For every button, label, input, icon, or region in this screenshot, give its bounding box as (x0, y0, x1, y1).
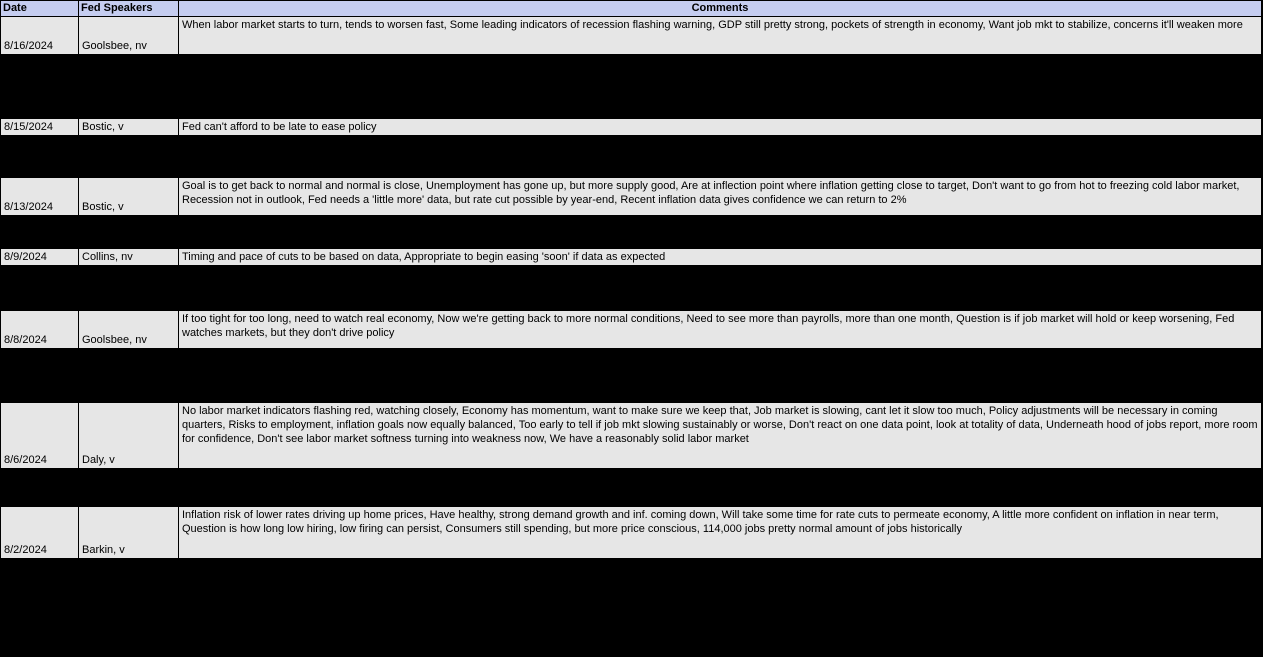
table-row[interactable] (1, 119, 1262, 136)
cell-comments[interactable]: When labor market starts to turn, tends to worsen fast, Some leading indicators of recession flashing warning, GDP still pretty strong, pockets of strength in economy, Want job mkt to stabilize, concerns it'll weaken more (179, 17, 1262, 55)
cell-speaker[interactable]: Daly, v (79, 403, 179, 469)
table-row[interactable] (1, 311, 1262, 349)
header-row (1, 1, 1262, 17)
empty-row (1, 349, 1262, 403)
empty-row (1, 55, 1262, 119)
empty-cell (1, 469, 1262, 507)
cell-speaker[interactable]: Collins, nv (79, 249, 179, 266)
cell-date[interactable]: 8/6/2024 (1, 403, 79, 469)
cell-comments[interactable]: No labor market indicators flashing red, watching closely, Economy has momentum, want to make sure we keep that, Job market is slowing, cant let it slow too much, Policy adjustments will be necessary in coming quarters, Risks to employment, inflation goals now equally balanced, Too early to tell if job mkt slowing sustainably or worse, Don't react on one data point, look at totality of data, Underneath hood of jobs report, more room for confidence, Don't see labor market softness turning into weakness now, We have a reasonably solid labor market (179, 403, 1262, 469)
cell-speaker[interactable]: Goolsbee, nv (79, 17, 179, 55)
empty-row (1, 469, 1262, 507)
column-header-date: Date (1, 1, 79, 17)
cell-comments[interactable]: Timing and pace of cuts to be based on data, Appropriate to begin easing 'soon' if data as expected (179, 249, 1262, 266)
table-body (1, 17, 1262, 559)
empty-cell (1, 136, 1262, 178)
empty-cell (1, 216, 1262, 249)
cell-date[interactable]: 8/15/2024 (1, 119, 79, 136)
table-row[interactable] (1, 17, 1262, 55)
empty-row (1, 216, 1262, 249)
cell-speaker[interactable]: Bostic, v (79, 178, 179, 216)
column-header-speaker: Fed Speakers (79, 1, 179, 17)
table-row[interactable] (1, 507, 1262, 559)
cell-speaker[interactable]: Barkin, v (79, 507, 179, 559)
empty-row (1, 136, 1262, 178)
table-row[interactable] (1, 403, 1262, 469)
cell-speaker[interactable]: Bostic, v (79, 119, 179, 136)
cell-comments[interactable]: If too tight for too long, need to watch real economy, Now we're getting back to more normal conditions, Need to see more than payrolls, more than one month, Question is if job market will hold or keep worsening, Fed watches markets, but they don't drive policy (179, 311, 1262, 349)
empty-cell (1, 266, 1262, 311)
cell-comments[interactable]: Inflation risk of lower rates driving up home prices, Have healthy, strong demand growth and inf. coming down, Will take some time for rate cuts to permeate economy, A little more confident on inflation in near term, Question is how long low hiring, low firing can persist, Consumers still spending, but more price conscious, 114,000 jobs pretty normal amount of jobs historically (179, 507, 1262, 559)
cell-comments[interactable]: Fed can't afford to be late to ease policy (179, 119, 1262, 136)
table-row[interactable] (1, 178, 1262, 216)
cell-date[interactable]: 8/16/2024 (1, 17, 79, 55)
table-row[interactable] (1, 249, 1262, 266)
cell-date[interactable]: 8/9/2024 (1, 249, 79, 266)
empty-cell (1, 349, 1262, 403)
cell-comments[interactable]: Goal is to get back to normal and normal is close, Unemployment has gone up, but more supply good, Are at inflection point where inflation getting close to target, Don't want to go from hot to freezing cold labor market, Recession not in outlook, Fed needs a 'little more' data, but rate cut possible by year-end, Recent inflation data gives confidence we can return to 2% (179, 178, 1262, 216)
cell-date[interactable]: 8/13/2024 (1, 178, 79, 216)
empty-row (1, 266, 1262, 311)
cell-date[interactable]: 8/2/2024 (1, 507, 79, 559)
table-header (1, 1, 1262, 17)
column-header-comments: Comments (179, 1, 1262, 17)
empty-cell (1, 55, 1262, 119)
cell-date[interactable]: 8/8/2024 (1, 311, 79, 349)
cell-speaker[interactable]: Goolsbee, nv (79, 311, 179, 349)
